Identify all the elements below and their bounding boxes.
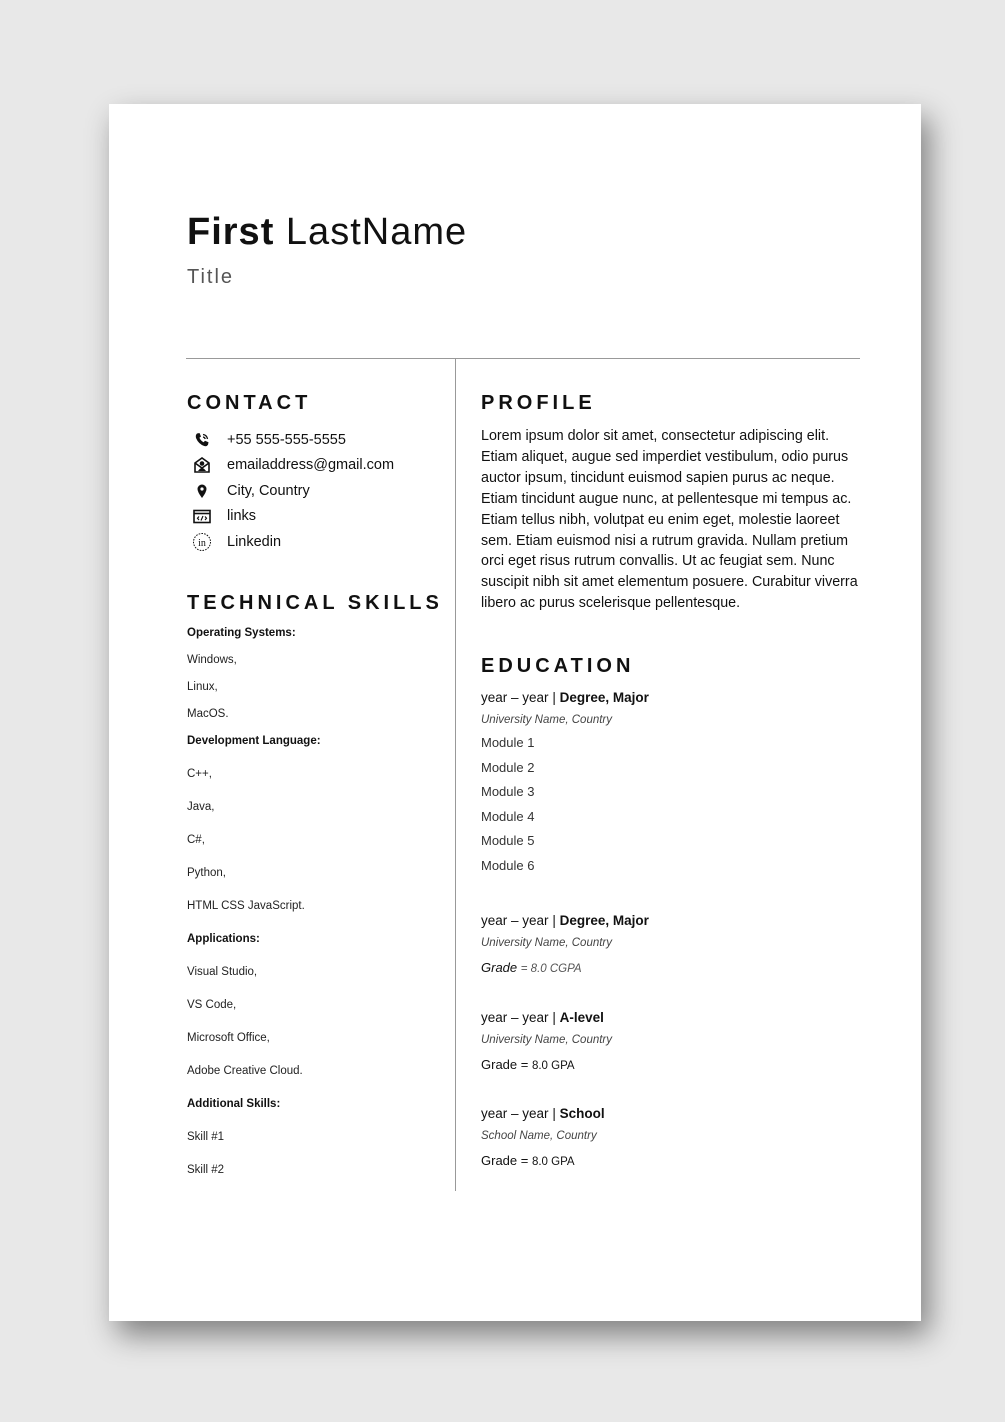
skill-category: Applications:: [187, 933, 260, 945]
education-school: University Name, Country: [481, 1034, 613, 1046]
location-pin-icon: [191, 481, 213, 501]
phone-icon: [191, 430, 213, 450]
module-item: Module 2: [481, 759, 535, 775]
location: City, Country: [227, 482, 310, 499]
education-entry: [481, 912, 861, 977]
grade-label: Grade =: [481, 1153, 529, 1168]
module-item: Module 1: [481, 735, 535, 750]
skill-item: VS Code,: [187, 999, 237, 1011]
module-item: Module 5: [481, 833, 535, 849]
education-degree: School: [559, 1106, 605, 1121]
separator: |: [552, 1106, 556, 1121]
job-title: Title: [187, 266, 235, 288]
skill-item: Skill #2: [187, 1164, 225, 1176]
email-icon: [191, 455, 213, 475]
education-entry: [481, 1009, 861, 1074]
education-school: School Name, Country: [481, 1130, 597, 1142]
education-header: [481, 912, 861, 929]
first-name: First: [187, 211, 275, 253]
skill-category: Operating Systems:: [187, 627, 296, 639]
skill-item: Skill #1: [187, 1131, 225, 1143]
links[interactable]: links: [227, 508, 257, 525]
svg-text:in: in: [198, 537, 206, 549]
education-years: year – year: [481, 690, 549, 705]
education-header: [481, 1105, 861, 1122]
education-entry: [481, 1105, 861, 1170]
contact-location: [191, 478, 441, 504]
contact-links: [191, 504, 441, 530]
contact-phone: [191, 427, 441, 453]
horizontal-divider: [186, 358, 860, 359]
grade-value: 8.0 GPA: [531, 1060, 575, 1072]
skill-item: Adobe Creative Cloud.: [187, 1065, 303, 1077]
skill-item: Microsoft Office,: [187, 1032, 270, 1044]
code-link-icon: [191, 506, 213, 526]
profile-text: Lorem ipsum dolor sit amet, consectetur adipiscing elit. Etiam aliquet, augue sed imperdiet vestibulum, odio purus auctor ipsum, tincidunt euismod sapien purus ac neque. Etiam tincidunt augue nunc, at pellentesque mi tempus ac. Etiam tellus nibh, volutpat eu enim eget, molestie laoreet sem. Etiam euismod nisi a rutrum gravida. Nullam pretium orci eget risus rutrum convallis. Ut ac feugiat sem. Nunc suscipit nibh sit amet elementum posuere. Curabitur viverra libero ac purus scelerisque pellentesque.: [481, 428, 858, 612]
linkedin-icon: [191, 532, 213, 552]
contact-email: [191, 453, 441, 479]
contact-linkedin: [191, 529, 441, 555]
education-degree: Degree, Major: [559, 690, 649, 705]
education-degree: Degree, Major: [559, 913, 649, 928]
grade-value: = 8.0 CGPA: [520, 963, 582, 975]
education-degree: A-level: [559, 1010, 604, 1025]
resume-page: [109, 104, 921, 1321]
module-item: Module 4: [481, 808, 535, 824]
skill-item: Visual Studio,: [187, 966, 258, 978]
education-grade: [481, 1057, 861, 1074]
education-header: [481, 1009, 861, 1026]
skill-item: MacOS.: [187, 708, 229, 720]
skill-item: Windows,: [187, 654, 237, 666]
last-name: LastName: [285, 211, 468, 253]
grade-label: Grade =: [481, 1057, 529, 1072]
grade-value: 8.0 GPA: [531, 1156, 575, 1168]
education-years: year – year: [481, 1106, 549, 1121]
separator: |: [552, 1010, 556, 1025]
skill-category: Additional Skills:: [187, 1098, 281, 1110]
education-grade: [481, 1153, 861, 1170]
vertical-divider: [455, 358, 456, 1191]
education-school: University Name, Country: [481, 714, 613, 726]
education-years: year – year: [481, 913, 549, 928]
education-header: [481, 689, 861, 706]
full-name: [187, 210, 467, 254]
separator: |: [552, 913, 556, 928]
module-list: [481, 731, 861, 879]
profile-heading: PROFILE: [481, 392, 596, 414]
skill-category: Development Language:: [187, 735, 321, 747]
grade-label: Grade: [481, 960, 518, 975]
contact-list: [191, 427, 441, 555]
separator: |: [552, 690, 556, 705]
module-item: Module 6: [481, 857, 535, 873]
skill-item: Java,: [187, 801, 215, 813]
module-item: Module 3: [481, 784, 535, 800]
phone-number[interactable]: +55 555-555-5555: [227, 431, 346, 448]
technical-skills-heading: TECHNICAL SKILLS: [187, 592, 443, 614]
education-school: University Name, Country: [481, 937, 613, 949]
education-entry: [481, 689, 861, 879]
contact-heading: CONTACT: [187, 392, 312, 414]
education-years: year – year: [481, 1010, 549, 1025]
skill-item: C++,: [187, 768, 212, 780]
skill-item: C#,: [187, 834, 205, 846]
linkedin[interactable]: Linkedin: [227, 533, 282, 550]
skill-item: Linux,: [187, 681, 218, 693]
skill-item: HTML CSS JavaScript.: [187, 900, 305, 912]
email-address[interactable]: emailaddress@gmail.com: [227, 457, 395, 474]
education-grade: [481, 960, 861, 977]
education-heading: EDUCATION: [481, 655, 635, 677]
skill-item: Python,: [187, 867, 226, 879]
